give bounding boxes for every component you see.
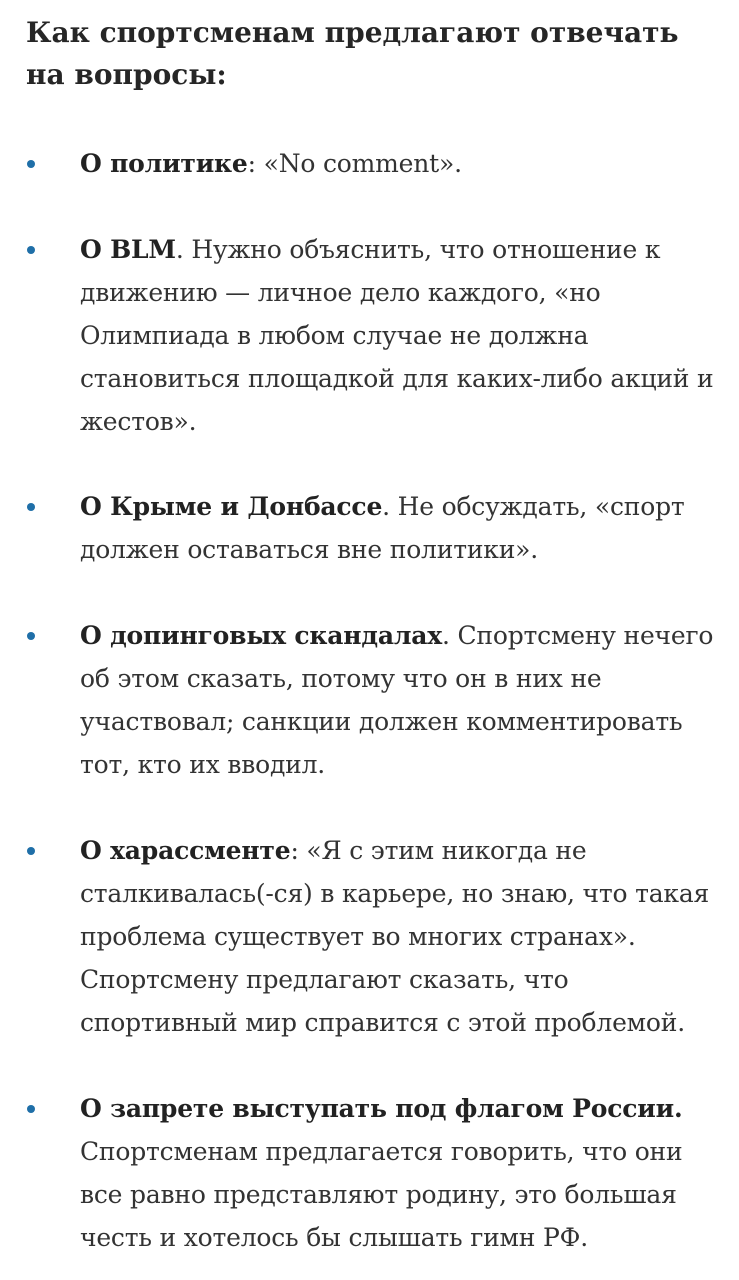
list-item-text — [80, 614, 730, 786]
list-item-body: . Не обсуждать, «спорт должен оставаться вне политики». — [80, 492, 685, 564]
list-item-title: О Крыме и Донбассе — [80, 492, 383, 521]
list-item-title: О BLM — [80, 235, 176, 264]
bullet-icon — [27, 847, 35, 855]
bullet-icon — [27, 503, 35, 511]
list-item-text — [80, 485, 730, 571]
list-item-body: . Спортсмену нечего об этом сказать, потому что он в них не участвовал; санкции должен комментировать тот, кто их вводил. — [80, 621, 714, 779]
list-item-body: Спортсменам предлагается говорить, что они все равно представляют родину, это большая честь и хотелось бы слышать гимн РФ. — [80, 1137, 683, 1252]
list-item-text — [80, 829, 730, 1044]
bullet-icon — [27, 1105, 35, 1113]
list-item-title: О харассменте — [80, 836, 291, 865]
list-item-text — [80, 142, 730, 185]
list-item-body: : «Я с этим никогда не сталкивалась(-ся) в карьере, но знаю, что такая проблема существует во многих странах». Спортсмену предлагают сказать, что спортивный мир справится с этой проблемой. — [80, 836, 710, 1037]
list-item-title: О политике — [80, 149, 248, 178]
bullet-icon — [27, 246, 35, 254]
list-item-text — [80, 1087, 730, 1259]
list-item-body: : «No comment». — [247, 149, 462, 178]
bullet-icon — [27, 160, 35, 168]
list-item-title: О допинговых скандалах — [80, 621, 442, 650]
list-item-title: О запрете выступать под флагом России. — [80, 1094, 683, 1123]
page-heading: Как спортсменам предлагают отвечать на вопросы: — [26, 16, 679, 91]
list-item-text — [80, 228, 730, 443]
list-item-body: . Нужно объяснить, что отношение к движению — личное дело каждого, «но Олимпиада в любом случае не должна становиться площадкой для каких-либо акций и жестов». — [80, 235, 714, 436]
bullet-icon — [27, 632, 35, 640]
